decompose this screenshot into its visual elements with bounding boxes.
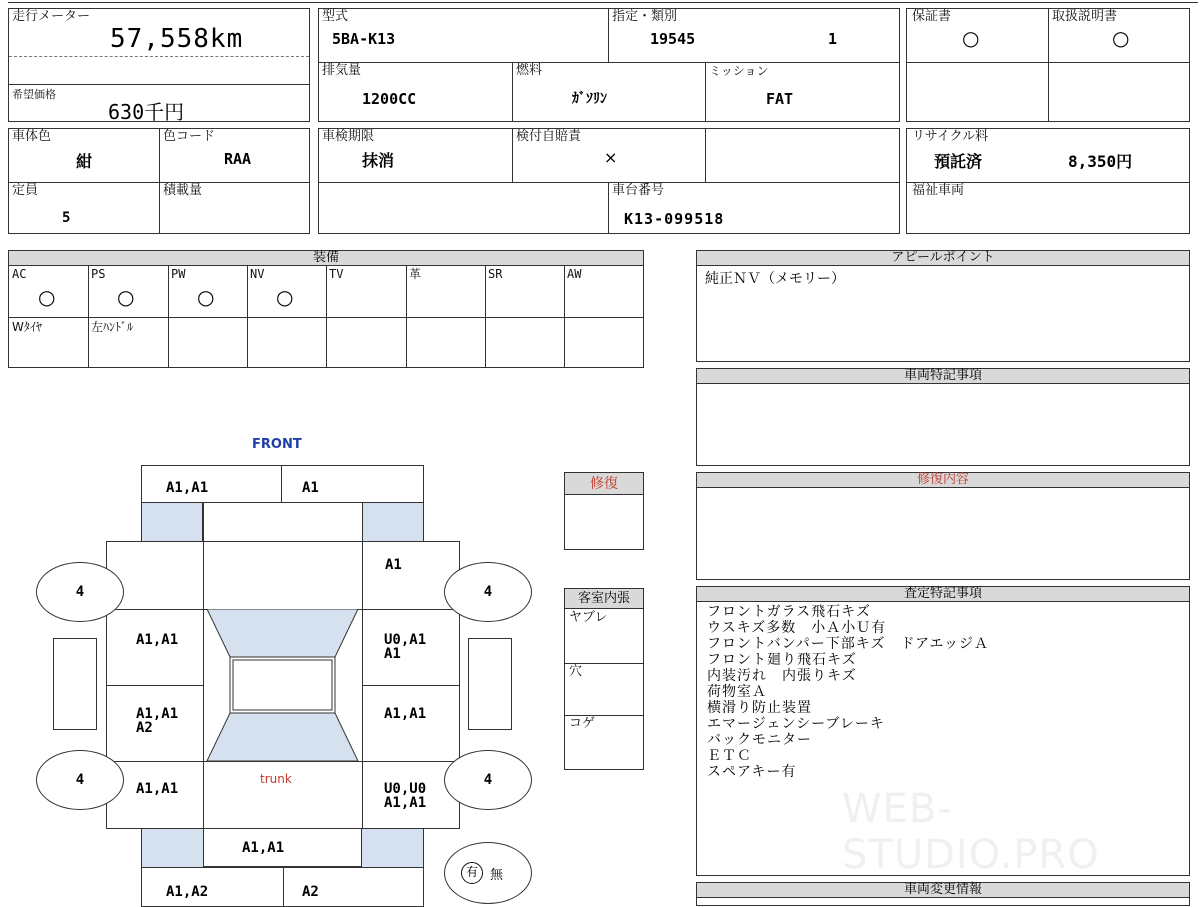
repair-detail-panel xyxy=(696,472,1190,580)
recycle-status: 預託済 xyxy=(934,152,983,171)
spare-no-label: 無 xyxy=(490,868,504,883)
taillight-left xyxy=(141,829,203,867)
headlight-left xyxy=(141,503,203,541)
model-label: 型式 xyxy=(322,9,349,24)
trunk-label: trunk xyxy=(260,772,292,786)
warranty-value: ○ xyxy=(962,26,980,50)
insurance-value: × xyxy=(604,148,618,167)
designation-label: 指定・類別 xyxy=(612,9,678,24)
front-label: FRONT xyxy=(252,437,302,452)
designation-value-1: 19545 xyxy=(650,30,696,48)
model-value: 5BA-K13 xyxy=(332,30,396,48)
interior-item-hole: 穴 xyxy=(569,664,583,679)
repair-detail-title: 修復内容 xyxy=(697,473,1189,488)
insurance-label: 検付自賠責 xyxy=(516,129,582,144)
manual-value: ○ xyxy=(1112,26,1130,50)
tire-front-right: 4 xyxy=(444,562,532,622)
equipment-label-ps: PS xyxy=(91,267,106,281)
appeal-panel xyxy=(696,250,1190,362)
rear-bumper-right-grade: A2 xyxy=(302,884,319,900)
spare-yes-mark: 有 xyxy=(461,862,483,884)
color-code-value: RAA xyxy=(224,150,252,168)
right-mirror xyxy=(468,638,512,730)
assessment-line: ＥＴＣ xyxy=(707,748,752,764)
mileage-label: 走行メーター xyxy=(12,9,91,24)
price-value: 630千円 xyxy=(108,100,185,124)
cabin-glass xyxy=(203,609,362,761)
special-notes-title: 車両特記事項 xyxy=(697,369,1189,384)
inspection-value: 抹消 xyxy=(362,151,395,170)
spare-tire xyxy=(444,842,532,904)
assessment-line: 荷物室Ａ xyxy=(707,684,767,700)
rear-panel-grade: A1,A1 xyxy=(242,840,285,856)
mileage-value: 57,558km xyxy=(110,24,244,54)
special-notes-panel xyxy=(696,368,1190,466)
color-code-label: 色コード xyxy=(163,129,216,144)
body-color-label: 車体色 xyxy=(12,129,52,144)
right-front-door-grade-2: A1 xyxy=(384,646,401,662)
designation-value-2: 1 xyxy=(828,30,838,48)
tire-front-left: 4 xyxy=(36,562,124,622)
rear-bumper-left-grade: A1,A2 xyxy=(166,884,209,900)
equipment-label-nv: NV xyxy=(250,267,265,281)
chassis-value: K13-099518 xyxy=(624,210,725,228)
right-rear-fender-grade-1: U0,U0 xyxy=(384,781,427,797)
front-bumper-right-grade: A1 xyxy=(302,480,319,496)
change-info-title: 車両変更情報 xyxy=(697,883,1189,898)
assessment-line: エマージェンシーブレーキ xyxy=(707,716,885,732)
repair-title: 修復 xyxy=(565,473,643,495)
assessment-title: 査定特記事項 xyxy=(697,587,1189,602)
repair-box xyxy=(564,472,644,550)
inspection-block xyxy=(318,128,900,234)
assessment-line: 横滑り防止装置 xyxy=(707,700,812,716)
equipment-mark-ps: ○ xyxy=(117,285,135,309)
warranty-label: 保証書 xyxy=(912,9,952,24)
displacement-label: 排気量 xyxy=(322,63,362,78)
chassis-label: 車台番号 xyxy=(612,183,665,198)
left-rear-door-grade-1: A1,A1 xyxy=(136,706,179,722)
capacity-value: 5 xyxy=(62,210,71,226)
assessment-line: フロントガラス飛石キズ xyxy=(707,604,871,620)
equipment-label-ac: AC xyxy=(12,267,27,281)
tire-rear-right: 4 xyxy=(444,750,532,810)
equipment-label-pw: PW xyxy=(171,267,186,281)
appeal-title: アピールポイント xyxy=(697,251,1189,266)
front-bumper-left-grade: A1,A1 xyxy=(166,480,209,496)
taillight-right xyxy=(362,829,424,867)
recycle-amount: 8,350円 xyxy=(1068,152,1133,171)
equipment-label-革: 革 xyxy=(409,267,422,281)
equipment-label-aw: AW xyxy=(567,267,582,281)
change-info-panel xyxy=(696,882,1190,906)
fuel-label: 燃料 xyxy=(516,63,543,78)
right-front-door-grade-1: U0,A1 xyxy=(384,632,427,648)
recycle-label: リサイクル料 xyxy=(912,129,989,144)
inspection-label: 車検期限 xyxy=(322,129,375,144)
fuel-value: ｶﾞｿﾘﾝ xyxy=(572,91,607,107)
interior-box xyxy=(564,588,644,770)
assessment-line: バックモニター xyxy=(707,732,812,748)
equipment-row2-label-1: 左ﾊﾝﾄﾞﾙ xyxy=(91,320,134,334)
assessment-line: スペアキー有 xyxy=(707,764,797,780)
right-rear-door-grade: A1,A1 xyxy=(384,706,427,722)
equipment-label-sr: SR xyxy=(488,267,503,281)
transmission-value: FAT xyxy=(766,90,794,108)
appeal-text: 純正ＮＶ（メモリー） xyxy=(705,271,845,287)
watermark: WEB-STUDIO.PRO xyxy=(842,786,1100,878)
equipment-row2-label-0: Wﾀｲﾔ xyxy=(12,320,42,334)
hood-right-grade: A1 xyxy=(385,557,402,573)
left-front-door-grade: A1,A1 xyxy=(136,632,179,648)
displacement-value: 1200CC xyxy=(362,90,417,108)
transmission-label: ミッション xyxy=(709,64,769,78)
equipment-mark-nv: ○ xyxy=(276,285,294,309)
manual-label: 取扱説明書 xyxy=(1052,9,1118,24)
assessment-line: 内装汚れ 内張りキズ xyxy=(707,668,857,684)
assessment-line: フロントバンパー下部キズ ドアエッジＡ xyxy=(707,636,990,652)
headlight-right xyxy=(362,503,424,541)
left-rear-fender-grade: A1,A1 xyxy=(136,781,179,797)
left-rear-door-grade-2: A2 xyxy=(136,720,153,736)
capacity-label: 定員 xyxy=(12,183,39,198)
interior-item-burn: コゲ xyxy=(569,716,596,731)
assessment-line: ウスキズ多数 小Ａ小Ｕ有 xyxy=(707,620,887,636)
tire-rear-left: 4 xyxy=(36,750,124,810)
load-label: 積載量 xyxy=(163,183,203,198)
left-mirror xyxy=(53,638,97,730)
body-color-value: 紺 xyxy=(76,152,93,171)
equipment-mark-pw: ○ xyxy=(197,285,215,309)
equipment-mark-ac: ○ xyxy=(38,285,56,309)
equipment-label-tv: TV xyxy=(329,267,344,281)
interior-item-tear: ヤブレ xyxy=(569,610,608,625)
equipment-title: 装備 xyxy=(9,251,643,266)
assessment-line: フロント廻り飛石キズ xyxy=(707,652,857,668)
right-rear-fender-grade-2: A1,A1 xyxy=(384,795,427,811)
interior-title: 客室内張 xyxy=(565,589,643,609)
welfare-label: 福祉車両 xyxy=(912,183,965,198)
price-label: 希望価格 xyxy=(12,88,56,101)
